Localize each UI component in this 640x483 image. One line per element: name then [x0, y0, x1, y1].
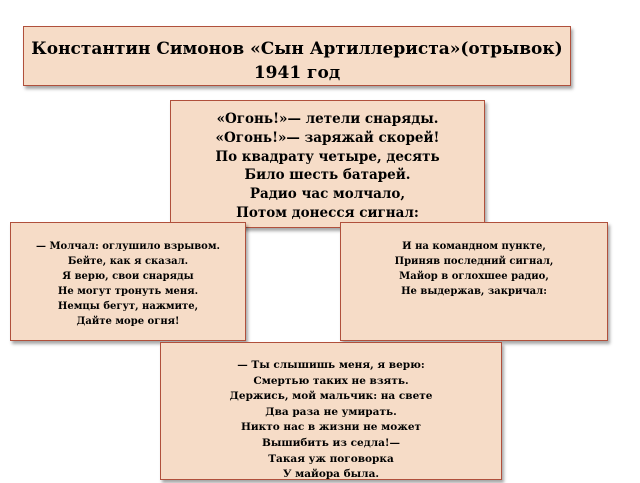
- stanza-line: — Молчал: оглушило взрывом.: [35, 241, 221, 252]
- stanza-line: Никто нас в жизни не может: [240, 421, 422, 434]
- stanza-line: «Огонь!»— летели снаряды.: [216, 111, 439, 127]
- stanza-line: Я верю, свои снаряды: [62, 271, 194, 282]
- stanza-line: Потом донесся сигнал:: [236, 204, 419, 221]
- stanza-line: Смертью таких не взять.: [253, 374, 409, 387]
- top-stanza-box: [170, 100, 485, 228]
- stanza-line: У майора была.: [282, 468, 380, 481]
- stanza-line: Вышибить из седла!—: [261, 436, 401, 449]
- stanza-line: Радио час молчало,: [249, 186, 406, 203]
- stanza-line: Держись, мой мальчик: на свете: [229, 390, 433, 403]
- stanza-line: Два раза не умирать.: [265, 405, 397, 418]
- stanza-line: Не могут тронуть меня.: [57, 286, 199, 297]
- right-stanza-box: [340, 222, 608, 341]
- title-year: 1941 год: [253, 63, 341, 83]
- bottom-stanza-box: [160, 342, 502, 480]
- title-line: Константин Симонов «Сын Артиллериста»(отрывок): [31, 39, 563, 59]
- left-stanza-box: [10, 222, 246, 341]
- stanza-line: Дайте море огня!: [76, 316, 180, 327]
- stanza-line: По квадрату четыре, десять: [215, 148, 440, 165]
- title-box: [23, 26, 571, 86]
- stanza-line: Бейте, как я сказал.: [67, 256, 189, 267]
- stanza-line: «Огонь!»— заряжай скорей!: [215, 129, 440, 146]
- stanza-line: Приняв последний сигнал,: [394, 256, 554, 267]
- stanza-line: Не выдержав, закричал:: [401, 286, 547, 297]
- stanza-line: Немцы бегут, нажмите,: [57, 301, 199, 312]
- stanza-line: Майор в оглохшее радио,: [399, 271, 549, 282]
- stanza-line: Такая уж поговорка: [268, 452, 394, 465]
- stanza-line: Било шесть батарей.: [244, 167, 411, 184]
- stanza-line: И на командном пункте,: [402, 241, 546, 252]
- stanza-line: — Ты слышишь меня, я верю:: [237, 359, 425, 371]
